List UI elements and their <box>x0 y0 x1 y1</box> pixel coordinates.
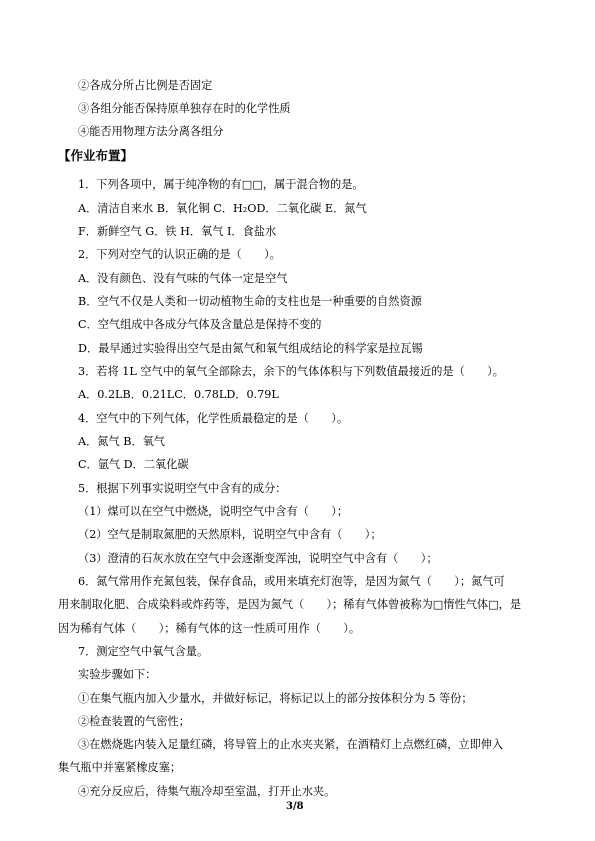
question-4: 4．空气中的下列气体，化学性质最稳定的是（ ）。 <box>78 412 349 425</box>
sub-question: （2）空气是制取氮肥的天然原料，说明空气中含有（ ）； <box>78 528 382 541</box>
step-line: ③在燃烧匙内装入足量红磷，将导管上的止水夹夹紧，在酒精灯上点燃红磷，立即伸入 <box>78 738 504 751</box>
question-6-cont: 用来制取化肥、合成染料或炸药等，是因为氮气（ ）；稀有气体曾被称为□惰性气体□，是 <box>58 598 522 611</box>
option-line: A．清洁自来水 B．氧化铜 C．H₂OD．二氧化碳 E．氮气 <box>78 202 367 215</box>
text-line: ②各成分所占比例是否固定 <box>78 79 213 92</box>
option-line: A．氮气 B．氧气 <box>78 435 165 448</box>
text-line: ③各组分能否保持原单独存在时的化学性质 <box>78 102 291 115</box>
steps-heading: 实验步骤如下： <box>78 668 157 681</box>
option-line: A．没有颜色、没有气味的气体一定是空气 <box>78 272 288 285</box>
option-line: C．氩气 D．二氧化碳 <box>78 458 189 471</box>
question-7: 7．测定空气中氧气含量。 <box>78 645 209 658</box>
step-line-cont: 集气瓶中并塞紧橡皮塞； <box>58 761 182 774</box>
question-5: 5．根据下列事实说明空气中含有的成分： <box>78 482 287 495</box>
question-3: 3．若将 1L 空气中的氧气全部除去，余下的气体体积与下列数值最接近的是（ ）。 <box>78 365 504 378</box>
option-line: C．空气组成中各成分气体及含量总是保持不变的 <box>78 318 322 331</box>
question-6: 6．氮气常用作充氮包装，保存食品，或用来填充灯泡等，是因为氮气（ ）；氮气可 <box>78 575 505 588</box>
sub-question: （1）煤可以在空气中燃烧，说明空气中含有（ ）； <box>78 505 349 518</box>
step-line: ④充分反应后，待集气瓶冷却至室温，打开止水夹。 <box>78 785 336 798</box>
text-line: ④能否用物理方法分离各组分 <box>78 125 224 138</box>
step-line: ①在集气瓶内加入少量水，并做好标记，将标记以上的部分按体积分为 5 等份； <box>78 692 473 705</box>
sub-question: （3）澄清的石灰水放在空气中会逐渐变浑浊，说明空气中含有（ ）； <box>78 552 438 565</box>
question-6-cont: 因为稀有气体（ ）；稀有气体的这一性质可用作（ ）。 <box>58 622 361 635</box>
option-line: D．最早通过实验得出空气是由氮气和氧气组成结论的科学家是拉瓦锡 <box>78 342 423 355</box>
question-1: 1．下列各项中，属于纯净物的有□□，属于混合物的是。 <box>78 178 364 191</box>
option-line: F．新鲜空气 G．铁 H．氧气 I．食盐水 <box>78 225 277 238</box>
page-number: 3/8 <box>286 801 304 812</box>
option-line: A．0.2LB．0.21LC．0.78LD．0.79L <box>78 388 279 401</box>
question-2: 2．下列对空气的认识正确的是（ ）。 <box>78 248 281 261</box>
step-line: ②检查装置的气密性； <box>78 715 190 728</box>
section-heading: 【作业布置】 <box>58 148 134 163</box>
option-line: B．空气不仅是人类和一切动植物生命的支柱也是一种重要的自然资源 <box>78 295 422 308</box>
